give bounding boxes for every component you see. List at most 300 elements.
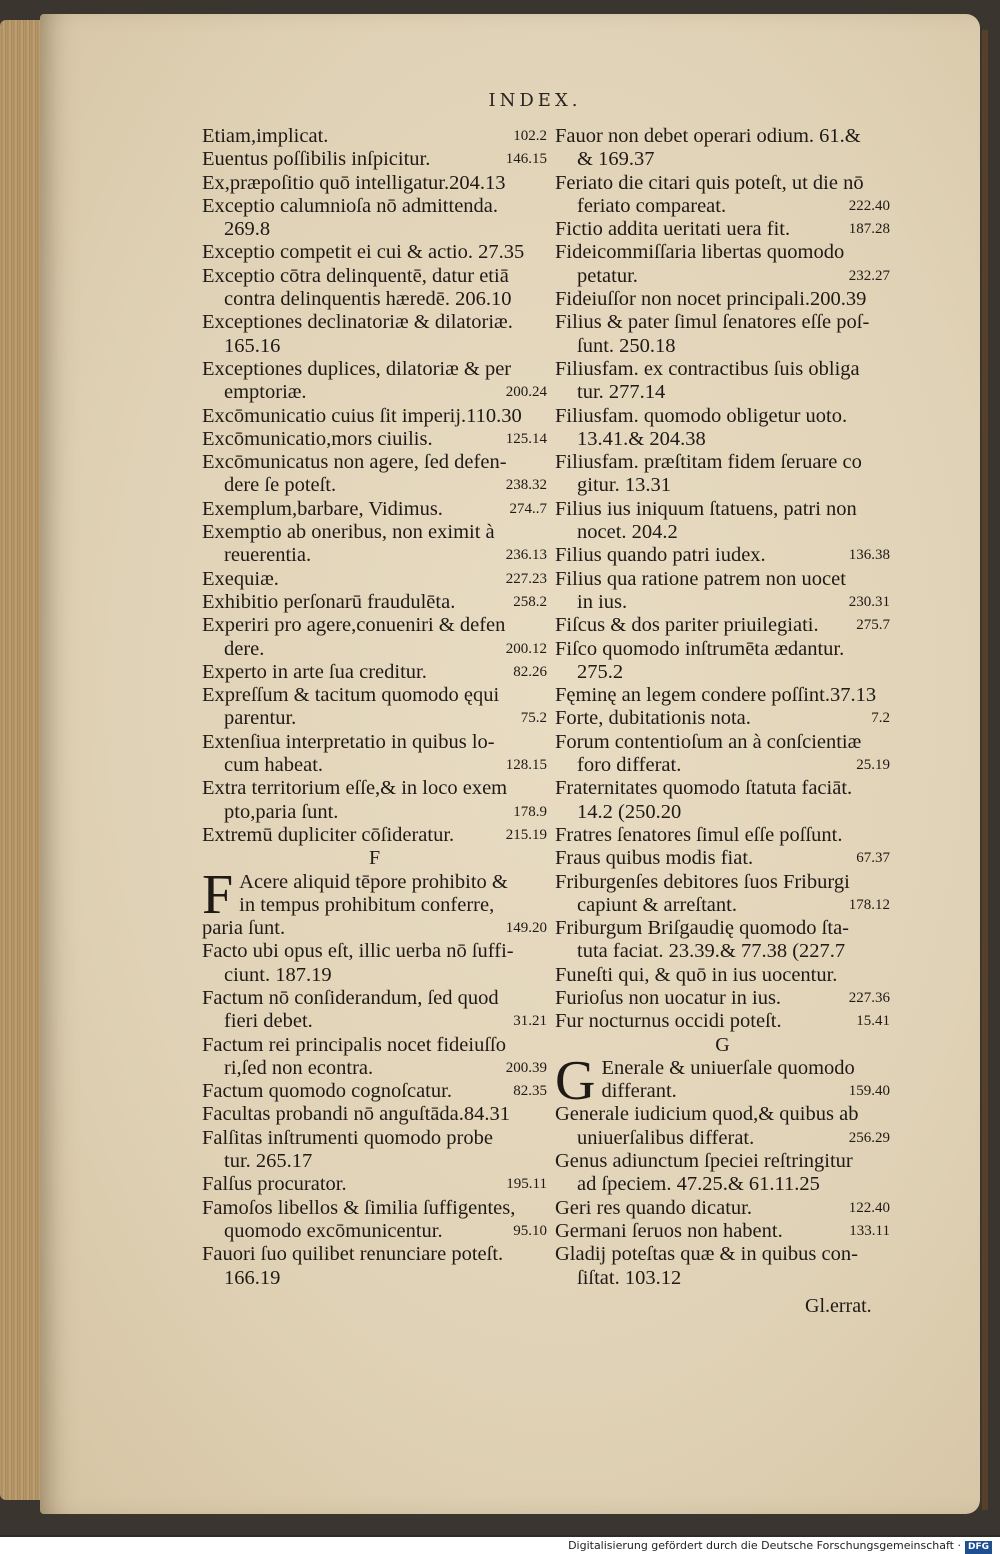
entry-text: 166.19: [224, 1266, 281, 1289]
entry-line: [555, 801, 890, 824]
entry-line: [202, 1080, 547, 1103]
entry-line: [202, 498, 547, 521]
entry-line: [555, 451, 890, 474]
entry-locator: 15.41: [856, 1013, 890, 1030]
index-entry: [555, 917, 890, 964]
index-entry: [555, 964, 890, 987]
dropcap-entry-f: [202, 863, 547, 941]
entry-line: [555, 335, 890, 358]
entry-text: Filius qua ratione patrem non uocet: [555, 567, 846, 590]
catchword: Gl.errat.: [805, 1295, 872, 1317]
book-edge: [0, 20, 42, 1500]
entry-locator: 136.38: [848, 547, 890, 564]
entry-line: [202, 125, 547, 148]
entry-text: Friburgenſes debitores ſuos Friburgi: [555, 870, 850, 893]
index-entry: [202, 940, 547, 987]
entry-text: Excōmunicatus non agere, ſed defen-: [202, 451, 507, 474]
entry-text: Feriato die citari quis poteſt, ut die nō: [555, 171, 864, 194]
right-entries-2: [555, 1103, 890, 1289]
index-entry: [202, 498, 547, 521]
index-entry: [202, 428, 547, 451]
entry-text: parentur.: [224, 707, 297, 730]
entry-line: [555, 311, 890, 334]
entry-locator: 82.26: [513, 663, 547, 680]
entry-line: [555, 1150, 890, 1173]
entry-text: Exceptiones declinatoriæ & dilatoriæ.: [202, 311, 513, 334]
entry-locator: 238.32: [505, 477, 547, 494]
entry-text: gitur. 13.31: [577, 474, 671, 497]
entry-locator: 236.13: [505, 547, 547, 564]
entry-text: Geri res quando dicatur.: [555, 1196, 752, 1219]
entry-line: [202, 987, 547, 1010]
index-entry: [202, 195, 547, 242]
entry-locator: 230.31: [848, 593, 890, 610]
entry-text: petatur.: [577, 264, 638, 287]
index-entry: [555, 638, 890, 685]
entry-text: Filius quando patri iudex.: [555, 544, 766, 567]
index-entry: [202, 1080, 547, 1103]
entry-line: [202, 405, 547, 428]
entry-line: [555, 614, 890, 637]
entry-line: [555, 521, 890, 544]
entry-text: Factum nō conſiderandum, ſed quod: [202, 986, 499, 1009]
entry-line: [202, 1150, 547, 1173]
entry-line: [555, 1127, 890, 1150]
entry-text: Falſus procurator.: [202, 1173, 347, 1196]
entry-line: [555, 707, 890, 730]
entry-line: [555, 731, 890, 754]
entry-line: [555, 265, 890, 288]
entry-text: tur. 265.17: [224, 1150, 313, 1173]
entry-text: 14.2 (250.20: [577, 800, 682, 823]
left-entries-2: [202, 940, 547, 1289]
entry-locator: 128.15: [505, 757, 547, 774]
entry-line: [555, 894, 890, 917]
entry-text: Extra territorium eſſe,& in loco exem: [202, 777, 508, 800]
entry-text: Experiri pro agere,conueniri & defen: [202, 614, 506, 637]
section-letter-g: G: [715, 1033, 730, 1056]
entry-line: [555, 1220, 890, 1243]
entry-locator: 232.27: [848, 267, 890, 284]
entry-line: [555, 474, 890, 497]
entry-text: Factum rei principalis nocet fideiuſſo: [202, 1033, 506, 1056]
entry-text: feriato compareat.: [577, 194, 727, 217]
entry-line: [555, 661, 890, 684]
footer-text: Digitalisierung gefördert durch die Deutsche Forschungsgemeinschaft ·: [568, 1539, 961, 1552]
entry-text: Fictio addita ueritati uera fit.: [555, 218, 791, 241]
index-entry: [555, 987, 890, 1010]
entry-line: [202, 474, 547, 497]
entry-line: [555, 1173, 890, 1196]
entry-text: Ex,præpoſitio quō intelligatur.204.13: [202, 171, 506, 194]
index-entry: [202, 1034, 547, 1081]
entry-line: [555, 847, 890, 870]
entry-line: [555, 241, 890, 264]
entry-locator: 133.11: [849, 1222, 890, 1239]
entry-text: Filiusfam. quomodo obligetur uoto.: [555, 404, 848, 427]
entry-line: [555, 638, 890, 661]
entry-text: Exemptio ab oneribus, non eximit à: [202, 521, 495, 544]
entry-locator: 200.12: [505, 640, 547, 657]
index-entry: [202, 1243, 547, 1290]
entry-text: Fratres ſenatores ſimul eſſe poſſunt.: [555, 823, 843, 846]
index-entry: [202, 265, 547, 312]
index-entry: [555, 358, 890, 405]
index-entry: [202, 241, 547, 264]
entry-line: [555, 1103, 890, 1126]
entry-text: Falſitas inſtrumenti quomodo probe: [202, 1126, 493, 1149]
entry-line: [555, 917, 890, 940]
entry-line: [202, 218, 547, 241]
entry-line: [202, 1010, 547, 1033]
entry-line: [202, 777, 547, 800]
entry-line: [555, 940, 890, 963]
entry-locator: 31.21: [513, 1013, 547, 1030]
entry-line: [555, 218, 890, 241]
entry-line: [555, 381, 890, 404]
index-entry: [555, 1103, 890, 1150]
entry-text: Factum quomodo cognoſcatur.: [202, 1080, 452, 1103]
index-entry: [202, 521, 547, 568]
dfg-logo: DFG: [965, 1541, 992, 1554]
index-entry: [555, 311, 890, 358]
entry-line: [555, 405, 890, 428]
entry-locator: 146.15: [505, 151, 547, 168]
entry-line: [202, 684, 547, 707]
entry-line: [202, 1034, 547, 1057]
entry-line: [202, 824, 547, 847]
entry-text: Fideicommiſſaria libertas quomodo: [555, 241, 845, 264]
index-entry: [555, 707, 890, 730]
entry-locator: 25.19: [856, 757, 890, 774]
index-entry: [555, 172, 890, 219]
entry-locator: 102.2: [513, 128, 547, 144]
entry-text: Facultas probandi nō anguſtāda.84.31: [202, 1103, 511, 1126]
entry-locator: 82.35: [513, 1083, 547, 1100]
entry-text: fieri debet.: [224, 1010, 313, 1033]
entry-line: [202, 544, 547, 567]
entry-text: Exceptio calumnioſa nō admittenda.: [202, 194, 499, 217]
entry-line: [202, 1197, 547, 1220]
entry-text: Forum contentioſum an à conſcientiæ: [555, 730, 862, 753]
entry-line: in tempus prohibitum conferre,: [239, 893, 495, 916]
entry-text: Excōmunicatio cuius ſit imperij.110.30: [202, 404, 522, 427]
entry-text: Fauori ſuo quilibet renunciare poteſt.: [202, 1243, 504, 1266]
entry-locator: 178.12: [848, 896, 890, 913]
entry-text: 13.41.& 204.38: [577, 427, 706, 450]
right-entries: [555, 125, 890, 1034]
entry-line: [555, 172, 890, 195]
entry-locator: 75.2: [520, 710, 547, 727]
index-column-right: [555, 125, 890, 1290]
entry-text: ſiſtat. 103.12: [577, 1266, 682, 1289]
entry-line: [555, 684, 890, 707]
entry-line: [202, 1267, 547, 1290]
entry-line: [202, 172, 547, 195]
entry-text: pto,paria ſunt.: [224, 800, 339, 823]
entry-line: [202, 940, 547, 963]
index-entry: [202, 451, 547, 498]
index-entry: [202, 568, 547, 591]
entry-line: [202, 195, 547, 218]
entry-line: [202, 288, 547, 311]
entry-text: Funeſti qui, & quō in ius uocentur.: [555, 963, 838, 986]
entry-line: [555, 591, 890, 614]
entry-text: Fauor non debet operari odium. 61.&: [555, 125, 861, 147]
entry-line: [202, 568, 547, 591]
entry-text: contra delinquentis hæredē. 206.10: [224, 288, 512, 311]
entry-text: tur. 277.14: [577, 381, 666, 404]
index-entry: [555, 871, 890, 918]
entry-text: ri,ſed non econtra.: [224, 1056, 374, 1079]
entry-line: [202, 521, 547, 544]
entry-line: [555, 125, 890, 148]
entry-locator: 274..7: [509, 500, 547, 517]
entry-line: [202, 1243, 547, 1266]
index-entry: [202, 614, 547, 661]
entry-locator: 200.24: [505, 384, 547, 401]
entry-line: [202, 311, 547, 334]
entry-text: Fraus quibus modis fiat.: [555, 847, 754, 870]
index-entry: [555, 824, 890, 847]
entry-text: Fiſcus & dos pariter priuilegiati.: [555, 614, 819, 637]
entry-text: & 169.37: [577, 148, 655, 171]
entry-text: Exhibitio perſonarū fraudulēta.: [202, 590, 456, 613]
index-entry: [555, 1220, 890, 1243]
entry-line: [555, 1267, 890, 1290]
entry-text: 165.16: [224, 334, 281, 357]
index-entry: [202, 405, 547, 428]
index-entry: [555, 125, 890, 172]
entry-line: [555, 544, 890, 567]
entry-line: [202, 1057, 547, 1080]
entry-text: foro differat.: [577, 754, 682, 777]
drop-cap: F: [202, 863, 234, 926]
index-entry: [555, 405, 890, 452]
entry-text: Furioſus non uocatur in ius.: [555, 986, 782, 1009]
entry-text: Genus adiunctum ſpeciei reſtringitur: [555, 1150, 853, 1173]
index-entry: [202, 1127, 547, 1174]
index-entry: [202, 824, 547, 847]
index-entry: [555, 684, 890, 707]
index-entry: [555, 218, 890, 241]
index-entry: [202, 661, 547, 684]
entry-text: Fraternitates quomodo ſtatuta faciāt.: [555, 777, 853, 800]
entry-text: Filiusfam. ex contractibus ſuis obliga: [555, 357, 860, 380]
entry-locator: 256.29: [848, 1129, 890, 1146]
index-entry: [202, 1197, 547, 1244]
index-entry: [202, 591, 547, 614]
entry-text: Exceptiones duplices, dilatoriæ & per: [202, 357, 512, 380]
entry-line: [202, 1127, 547, 1150]
entry-text: capiunt & arreſtant.: [577, 893, 737, 916]
entry-locator: 227.23: [505, 570, 547, 587]
entry-text: cum habeat.: [224, 754, 324, 777]
index-entry: [202, 358, 547, 405]
entry-text: in ius.: [577, 590, 628, 613]
entry-locator: 178.9: [513, 803, 547, 820]
entry-locator: 215.19: [505, 826, 547, 843]
index-entry: [202, 311, 547, 358]
entry-locator: 159.40: [848, 1083, 890, 1100]
section-letter-f: F: [368, 847, 381, 870]
entry-text: Facto ubi opus eſt, illic uerba nō ſuffi-: [202, 940, 514, 963]
entry-line: [202, 1103, 547, 1126]
index-entry: [202, 987, 547, 1034]
entry-locator: 200.39: [505, 1059, 547, 1076]
entry-text: tuta faciat. 23.39.& 77.38 (227.7: [577, 940, 846, 963]
index-entry: [555, 451, 890, 498]
entry-line: [202, 801, 547, 824]
index-entry: [555, 777, 890, 824]
entry-text: nocet. 204.2: [577, 521, 678, 544]
entry-locator: 67.37: [856, 850, 890, 867]
entry-text: Excōmunicatio,mors ciuilis.: [202, 427, 433, 450]
entry-text: Euentus poſſibilis inſpicitur.: [202, 148, 431, 171]
drop-cap: G: [555, 1049, 596, 1112]
entry-text: Fur nocturnus occidi poteſt.: [555, 1010, 782, 1033]
index-entry: [555, 288, 890, 311]
index-entry: [555, 568, 890, 615]
entry-text: Etiam,implicat.: [202, 125, 329, 147]
entry-text: Filius ius iniquum ſtatuens, patri non: [555, 497, 857, 520]
index-entry: [555, 498, 890, 545]
entry-locator: 195.11: [506, 1176, 547, 1193]
entry-locator: 122.40: [848, 1199, 890, 1216]
entry-text: differant.: [601, 1080, 677, 1103]
index-entry: [202, 148, 547, 171]
entry-text: Fęminę an legem condere poſſint.37.13: [555, 684, 877, 707]
entry-text: Experto in arte ſua creditur.: [202, 660, 427, 683]
entry-line: [202, 754, 547, 777]
entry-line: [202, 241, 547, 264]
index-entry: [555, 1010, 890, 1033]
entry-text: 269.8: [224, 218, 271, 241]
index-entry: [555, 847, 890, 870]
index-entry: [555, 241, 890, 288]
entry-text: ad ſpeciem. 47.25.& 61.11.25: [577, 1173, 820, 1196]
index-entry: [555, 731, 890, 778]
entry-text: Extenſiua interpretatio in quibus lo-: [202, 730, 495, 753]
entry-text: emptoriæ.: [224, 381, 307, 404]
entry-text: Fiſco quomodo inſtrumēta ædantur.: [555, 637, 845, 660]
entry-line: [202, 707, 547, 730]
entry-line: [202, 964, 547, 987]
index-entry: [555, 544, 890, 567]
entry-text: Exemplum,barbare, Vidimus.: [202, 497, 443, 520]
page-spine-shadow: [982, 30, 988, 1510]
entry-locator: 187.28: [848, 221, 890, 238]
entry-line: [202, 428, 547, 451]
entry-line: Enerale & uniuerſale quomodo: [601, 1056, 855, 1079]
entry-text: Famoſos libellos & ſimilia ſuffigentes,: [202, 1196, 516, 1219]
entry-line: [555, 148, 890, 171]
entry-locator: 227.36: [848, 989, 890, 1006]
entry-text: Extremū dupliciter cōſideratur.: [202, 823, 455, 846]
entry-text: Gladij poteſtas quæ & in quibus con-: [555, 1243, 858, 1266]
entry-line: [202, 731, 547, 754]
entry-line: [555, 568, 890, 591]
index-column-left: [202, 125, 547, 1290]
entry-text: Fideiuſſor non nocet principali.200.39: [555, 288, 867, 311]
entry-line: [555, 824, 890, 847]
entry-text: reuerentia.: [224, 544, 312, 567]
entry-line: [555, 987, 890, 1010]
digitization-footer: [0, 1537, 1000, 1554]
index-entry: [202, 172, 547, 195]
entry-text: Germani ſeruos non habent.: [555, 1219, 783, 1242]
entry-line: [555, 428, 890, 451]
entry-line: [202, 1173, 547, 1196]
entry-locator: 125.14: [505, 430, 547, 447]
entry-text: 275.2: [577, 660, 624, 683]
entry-line: [555, 777, 890, 800]
index-entry: [202, 684, 547, 731]
entry-line: [202, 661, 547, 684]
index-entry: [202, 1173, 547, 1196]
entry-text: ſunt. 250.18: [577, 334, 676, 357]
entry-text: Exceptio cōtra delinquentē, datur etiā: [202, 264, 509, 287]
entry-line: [202, 381, 547, 404]
index-entry: [202, 1103, 547, 1126]
entry-line: [555, 498, 890, 521]
entry-text: dere ſe poteſt.: [224, 474, 337, 497]
entry-text: Filiusfam. præſtitam fidem ſeruare co: [555, 451, 862, 474]
entry-text: Exceptio competit ei cui & actio. 27.35: [202, 241, 525, 264]
entry-text: Forte, dubitationis nota.: [555, 707, 751, 730]
entry-text: uniuerſalibus differat.: [577, 1126, 755, 1149]
entry-line: [555, 195, 890, 218]
entry-line: [202, 148, 547, 171]
entry-locator: 95.10: [513, 1222, 547, 1239]
entry-locator: 7.2: [871, 710, 890, 727]
entry-locator: 258.2: [513, 593, 547, 610]
entry-line: [202, 358, 547, 381]
entry-line: [202, 1220, 547, 1243]
index-entry: [555, 1150, 890, 1197]
entry-line: [555, 1243, 890, 1266]
entry-line: [555, 1010, 890, 1033]
entry-text: Generale iudicium quod,& quibus ab: [555, 1103, 859, 1126]
entry-text: Exequiæ.: [202, 567, 279, 590]
entry-line: [555, 288, 890, 311]
entry-text: Filius & pater ſimul ſenatores eſſe poſ-: [555, 311, 870, 334]
entry-line: [202, 614, 547, 637]
entry-text: quomodo excōmunicentur.: [224, 1219, 443, 1242]
entry-line: [202, 638, 547, 661]
entry-line: [555, 1080, 890, 1103]
entry-line: [202, 265, 547, 288]
index-entry: [555, 614, 890, 637]
entry-text: ciunt. 187.19: [224, 963, 332, 986]
entry-text: paria ſunt.: [202, 917, 286, 940]
entry-line: [555, 754, 890, 777]
entry-locator: 275.7: [856, 617, 890, 634]
index-entry: [202, 731, 547, 778]
index-entry: [555, 1243, 890, 1290]
entry-line: Acere aliquid tēpore prohibito &: [239, 870, 508, 893]
entry-line: [555, 871, 890, 894]
entry-text: dere.: [224, 637, 265, 660]
entry-text: Friburgum Briſgaudię quomodo ſta-: [555, 917, 849, 940]
dropcap-entry-g: [555, 1049, 890, 1112]
entry-line: [555, 964, 890, 987]
entry-line: [202, 591, 547, 614]
index-entry: [555, 1197, 890, 1220]
entry-line: [555, 1197, 890, 1220]
entry-locator: 149.20: [505, 920, 547, 937]
index-entry: [202, 125, 547, 148]
